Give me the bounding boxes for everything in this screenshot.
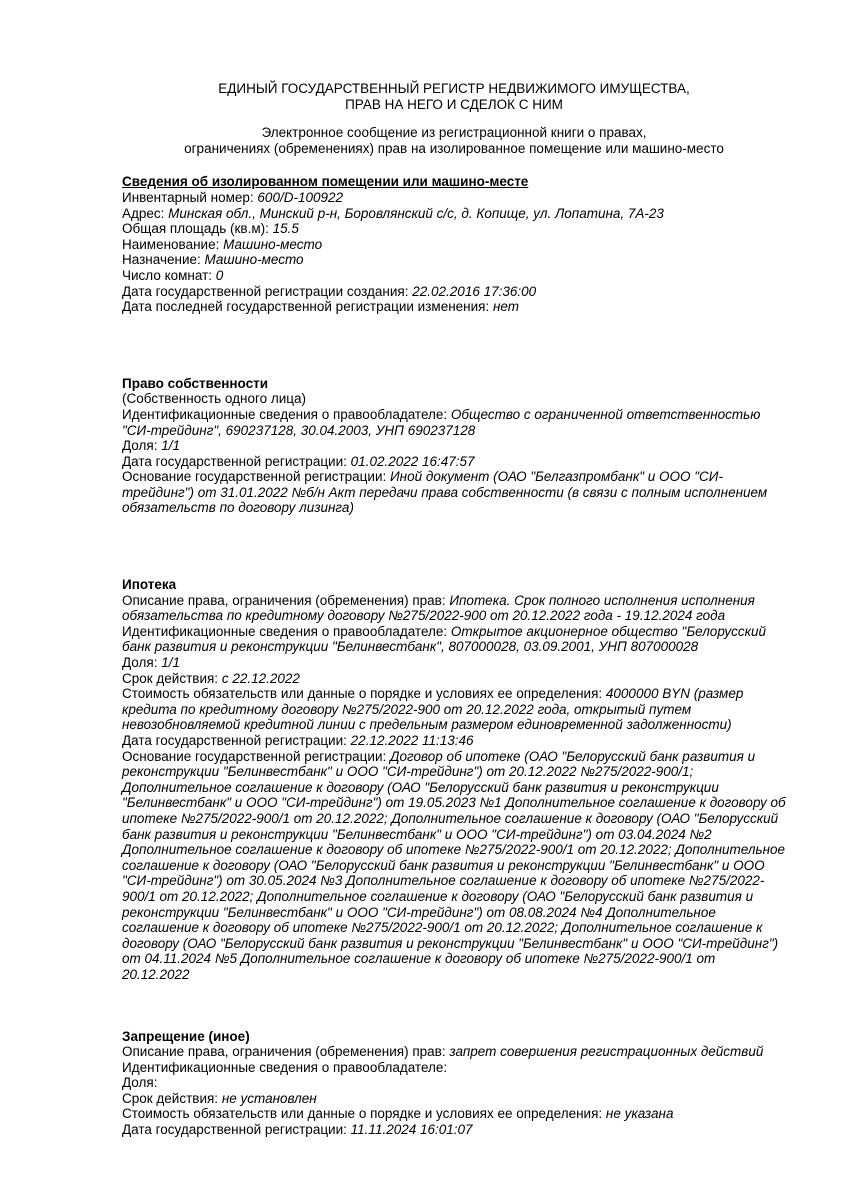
field-label: Доля: <box>122 1075 158 1091</box>
field-value: с 22.12.2022 <box>221 670 300 686</box>
field-label: Наименование: <box>122 236 220 252</box>
field-row <box>122 407 786 438</box>
field-label: Срок действия: <box>122 670 219 686</box>
field-label: Идентификационные сведения о правообладателе: <box>122 623 448 639</box>
field-row <box>122 454 786 470</box>
document-subtitle-line-2: ограничениях (обременениях) прав на изолированное помещение или машино-место <box>184 140 724 156</box>
field-row <box>122 593 786 624</box>
field-row <box>122 749 786 983</box>
field-row <box>122 1091 786 1107</box>
field-value: Машино-место <box>204 252 304 268</box>
document-subtitle-line-1: Электронное сообщение из регистрационной книги о правах, <box>261 125 647 141</box>
field-row <box>122 221 786 237</box>
field-value: 1/1 <box>161 655 180 671</box>
registry-title <box>122 81 786 112</box>
field-label: Доля: <box>122 655 158 671</box>
field-value: 1/1 <box>161 438 180 454</box>
field-row <box>122 686 786 733</box>
field-value: 01.02.2022 16:47:57 <box>350 453 475 469</box>
section-heading: Сведения об изолированном помещении или машино-месте <box>122 174 529 190</box>
field-row <box>122 733 786 749</box>
field-row <box>122 299 786 315</box>
document-header <box>122 81 786 156</box>
field-value: Минская обл., Минский р-н, Боровлянский с/с, д. Копище, ул. Лопатина, 7А-23 <box>168 205 664 221</box>
field-label: Доля: <box>122 438 158 454</box>
field-label: Основание государственной регистрации: <box>122 469 387 485</box>
field-label: Описание права, ограничения (обременения) прав: <box>122 1044 446 1060</box>
registry-title-line-2: ПРАВ НА НЕГО И СДЕЛОК С НИМ <box>345 96 563 112</box>
field-label: Назначение: <box>122 252 201 268</box>
field-value: 600/D-100922 <box>257 189 343 205</box>
field-row <box>122 284 786 300</box>
field-row <box>122 469 786 516</box>
field-label: Дата государственной регистрации: <box>122 1122 347 1138</box>
field-row <box>122 1044 786 1060</box>
field-row <box>122 206 786 222</box>
field-label: Число комнат: <box>122 267 213 283</box>
field-row <box>122 1106 786 1122</box>
field-row <box>122 1075 786 1091</box>
field-label: Инвентарный номер: <box>122 189 254 205</box>
section-heading: Ипотека <box>122 577 177 593</box>
field-row <box>122 268 786 284</box>
field-value: Договор об ипотеке (ОАО "Белорусский банк развития и реконструкции "Белинвестбанк" и ООО "СИ-трейдинг") от 20.12.2022 №275/2022-900/1; Дополнительное соглашение к договору (ОАО "Белорусский банк развития и реконструкции "Белинвестбанк" и ООО "СИ-трейдинг") от 19.05.2023 №1 Дополнительное соглашение к договору об ипотеке №275/2022-900/1 от 20.12.2022; Дополнительное соглашение к договору (ОАО "Белорусский банк развития и реконструкции "Белинвестбанк" и ООО "СИ-трейдинг") от 03.04.2024 №2 Дополнительное соглашение к договору об ипотеке №275/2022-900/1 от 20.12.2022; Дополнительное соглашение к договору (ОАО "Белорусский банк развития и реконструкции "Белинвестбанк" и ООО "СИ-трейдинг") от 30.05.2024 №3 Дополнительное соглашение к договору об ипотеке №275/2022-900/1 от 20.12.2022; Дополнительное соглашение к договору (ОАО "Белорусский банк развития и реконструкции "Белинвестбанк" и ООО "СИ-трейдинг") от 08.08.2024 №4 Дополнительное соглашение к договору об ипотеке №275/2022-900/1 от 20.12.2022; Дополнительное соглашение к договору (ОАО "Белорусский банк развития и реконструкции "Белинвестбанк" и ООО "СИ-трейдинг") от 04.11.2024 №5 Дополнительное соглашение к договору об ипотеке №275/2022-900/1 от 20.12.2022 <box>122 748 786 982</box>
field-row <box>122 624 786 655</box>
field-label: Общая площадь (кв.м): <box>122 221 269 237</box>
registry-title-line-1: ЕДИНЫЙ ГОСУДАРСТВЕННЫЙ РЕГИСТР НЕДВИЖИМОГО ИМУЩЕСТВА, <box>218 81 690 96</box>
field-value: 22.12.2022 11:13:46 <box>350 733 474 748</box>
field-row <box>122 655 786 671</box>
field-label: Дата государственной регистрации: <box>122 453 347 469</box>
field-value: Открытое акционерное общество "Белорусский банк развития и реконструкции "Белинвестбанк", 807000028, 03.09.2001, УНП 807000028 <box>122 623 767 655</box>
registry-section <box>122 376 786 516</box>
document-body <box>122 174 786 1137</box>
field-label: Идентификационные сведения о правообладателе: <box>122 1059 448 1075</box>
field-row <box>122 438 786 454</box>
field-label: Описание права, ограничения (обременения) прав: <box>122 592 446 608</box>
field-row <box>122 1060 786 1076</box>
section-heading: Право собственности <box>122 375 269 391</box>
field-value: запрет совершения регистрационных действий <box>449 1044 764 1060</box>
field-value: не установлен <box>221 1090 317 1106</box>
field-row <box>122 190 786 206</box>
field-value: 0 <box>215 267 224 283</box>
field-label: Дата последней государственной регистрации изменения: <box>122 299 490 315</box>
field-value: нет <box>493 299 520 315</box>
registry-section <box>122 577 786 982</box>
field-label: Стоимость обязательств или данные о порядке и условиях ее определения: <box>122 686 603 702</box>
field-row <box>122 671 786 687</box>
section-subheading: (Собственность одного лица) <box>122 391 307 407</box>
registry-section <box>122 174 786 314</box>
field-row <box>122 252 786 268</box>
field-row <box>122 1122 786 1138</box>
field-value: не указана <box>605 1106 674 1122</box>
section-heading: Запрещение (иное) <box>122 1028 250 1044</box>
field-label: Адрес: <box>122 205 165 221</box>
field-label: Идентификационные сведения о правообладателе: <box>122 406 448 422</box>
field-value: 22.02.2016 17:36:00 <box>412 283 537 299</box>
registry-section <box>122 1029 786 1138</box>
field-label: Срок действия: <box>122 1090 219 1106</box>
field-value: Ипотека. Срок полного исполнения исполнения обязательства по кредитному договору №275/2022-900 от 20.12.2022 года - 19.12.2024 года <box>122 592 755 624</box>
field-value: Общество с ограниченной ответственностью "СИ-трейдинг", 690237128, 30.04.2003, УНП 690237128 <box>122 406 761 438</box>
field-value: 15.5 <box>272 221 299 237</box>
field-label: Стоимость обязательств или данные о порядке и условиях ее определения: <box>122 1106 603 1122</box>
field-value: 11.11.2024 16:01:07 <box>350 1122 473 1138</box>
field-value: 4000000 BYN (размер кредита по кредитному договору №275/2022-900 от 20.12.2022 года, открытый путем невозобновляемой кредитной линии с предельным размером единовременной задолженности) <box>122 686 744 733</box>
field-value: Машино-место <box>223 236 323 252</box>
field-value: Иной документ (ОАО "Белгазпромбанк" и ООО "СИ-трейдинг") от 31.01.2022 №б/н Акт передачи права собственности (в связи с полным исполнением обязательств по договору лизинга) <box>122 469 768 516</box>
field-label: Основание государственной регистрации: <box>122 748 387 764</box>
document-subtitle <box>122 125 786 156</box>
field-label: Дата государственной регистрации создания: <box>122 283 409 299</box>
field-row <box>122 237 786 253</box>
field-label: Дата государственной регистрации: <box>122 733 347 748</box>
